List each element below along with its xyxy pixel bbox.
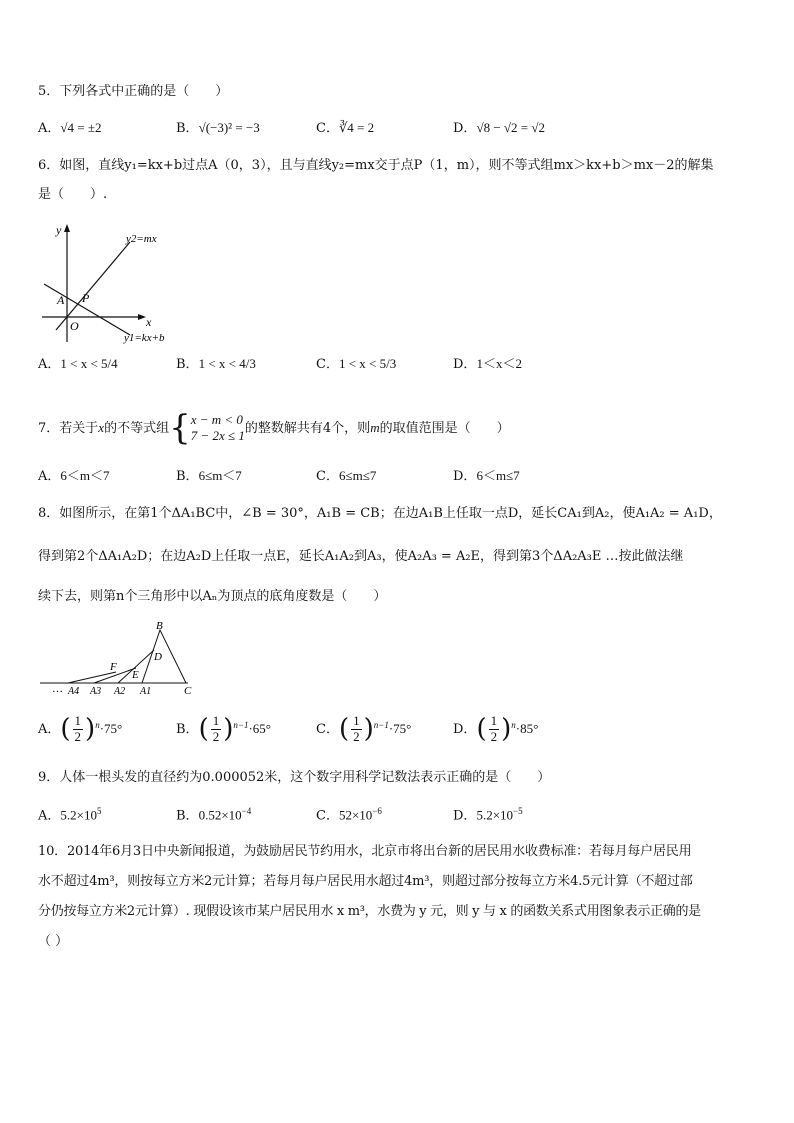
- q7-system: [191, 412, 245, 446]
- q8-line1: 8．如图所示，在第1个ΔA₁BC中，∠B = 30°，A₁B = CB；在边A₁B上任取一点D，延长CA₁到A₂，使A₁A₂ = A₁D，: [38, 506, 722, 521]
- q6-x-axis-arrow-icon: [138, 314, 146, 320]
- q7-stem-prefix: 7．若关于: [38, 420, 99, 436]
- q8-line3: 续下去，则第n个三角形中以Aₙ为顶点的底角度数是（ ）: [38, 589, 387, 604]
- q9-stem: 9．人体一根头发的直径约为0.000052米，这个数字用科学记数法表示正确的是（ ）: [38, 770, 551, 785]
- q5-option-b-label: B．: [176, 121, 199, 136]
- q9-option-c-label: C．: [316, 808, 339, 824]
- q7-option-b-expr: 6≤m＜7: [198, 468, 242, 483]
- q6-label-x: x: [146, 315, 152, 329]
- q8-label-b: B: [156, 620, 163, 632]
- q6-label-o: O: [70, 319, 79, 333]
- q8-option-d: D．( $\frac{1}{2}$ )$^n$·85°: [453, 713, 539, 745]
- q5-option-d-label: D．: [453, 121, 477, 136]
- q8-option-a-deg: ·75°: [99, 721, 123, 737]
- q6-option-b: [176, 356, 256, 373]
- q7-option-a-label: A．: [38, 469, 61, 484]
- q7-option-b-label: B．: [176, 469, 199, 484]
- q9-option-b-label: B．: [176, 808, 199, 824]
- q8-label-a3: A3: [90, 686, 102, 697]
- q7-stem-suffix: 的整数解共有4个，则: [244, 420, 371, 436]
- q8-option-a-exp: n: [95, 719, 100, 730]
- q5-option-c: [316, 120, 374, 137]
- q7-ineq2: 7 − 2x ≤ 1: [190, 428, 245, 444]
- q6-option-d-expr: 1＜x＜2: [476, 356, 522, 371]
- q6-option-c-expr: 1 < x < 5/3: [338, 356, 397, 371]
- q8-option-b-label: B．: [176, 722, 199, 738]
- q7-option-c-label: C．: [316, 469, 339, 484]
- q9-option-a: [38, 806, 101, 824]
- q9-option-a-exp: 5: [96, 806, 102, 816]
- q5-option-a-expr: √4 = ±2: [60, 120, 102, 135]
- q9-option-b-base: 0.52×10: [198, 807, 242, 823]
- q7-option-d-expr: 6＜m≤7: [476, 468, 520, 483]
- q5-option-a-label: A．: [38, 121, 61, 136]
- q9-option-a-base: 5.2×10: [60, 807, 97, 823]
- q9-option-c-exp: −6: [372, 806, 382, 816]
- q8-option-d-deg: ·85°: [515, 721, 539, 737]
- q5-option-b: [176, 120, 260, 137]
- q6-option-a-expr: 1 < x < 5/4: [60, 356, 118, 371]
- q6-stem-line1: 6．如图，直线y₁=kx+b过点A（0，3），且与直线y₂=mx交于点P（1，m），则不等式组mx＞kx+b＞mx－2的解集: [38, 158, 714, 173]
- q9-option-c-base: 52×10: [338, 807, 373, 823]
- q8-label-c: C: [184, 685, 192, 697]
- q6-option-c: [316, 356, 396, 373]
- q10-line3: 分仍按每立方米2元计算）. 现假设该市某户居民用水 x m³，水费为 y 元，则 y 与 x 的函数关系式用图象表示正确的是: [38, 904, 701, 919]
- q8-label-dots: …: [52, 683, 63, 695]
- q8-label-d: D: [154, 651, 162, 663]
- q6-option-d: [453, 356, 522, 373]
- q6-option-d-label: D．: [453, 357, 477, 372]
- q7-stem-end: 的取值范围是（ ）: [379, 420, 510, 436]
- q8-figure: [38, 618, 198, 698]
- q8-label-a1: A1: [140, 686, 152, 697]
- q8-label-f: F: [110, 661, 117, 673]
- q9-option-c: [316, 806, 382, 824]
- q8-label-a4: A4: [68, 686, 80, 697]
- q6-option-b-expr: 1 < x < 4/3: [198, 356, 256, 371]
- q6-label-y2: y2=mx: [126, 233, 157, 245]
- q7-var-m: m: [370, 419, 380, 435]
- q6-option-a-label: A．: [38, 357, 61, 372]
- q7-stem: [38, 408, 510, 449]
- q7-stem-mid: 的不等式组: [104, 420, 170, 436]
- q6-option-a: [38, 356, 118, 373]
- q8-option-d-exp: n: [511, 719, 516, 730]
- q5-option-b-expr: √(−3)² = −3: [198, 120, 260, 135]
- q8-label-e: E: [132, 669, 139, 681]
- q7-option-a-expr: 6＜m＜7: [60, 468, 110, 483]
- q8-option-b-exp: n−1: [233, 719, 249, 730]
- q8-option-c-label: C．: [316, 722, 339, 738]
- q6-y-axis-arrow-icon: [64, 224, 70, 232]
- q8-triangle-1: [142, 630, 186, 683]
- q8-line2: 得到第2个ΔA₁A₂D；在边A₂D上任取一点E，延长A₁A₂到A₃，使A₂A₃ = A₂E，得到第3个ΔA₂A₃E …按此做法继: [38, 549, 684, 564]
- q8-option-c-exp: n−1: [373, 719, 389, 730]
- q6-label-a: A: [57, 293, 65, 307]
- q9-option-d: [453, 806, 523, 824]
- q6-option-c-label: C．: [316, 357, 339, 372]
- q9-option-b-exp: −4: [241, 806, 252, 816]
- q5-option-d: [453, 120, 545, 137]
- q9-option-a-label: A．: [38, 808, 61, 824]
- q8-option-d-label: D．: [453, 722, 477, 738]
- q10-line1: 10．2014年6月3日中央新闻报道，为鼓励居民节约用水，北京市将出台新的居民用水收费标准：若每月每户居民用: [38, 844, 692, 859]
- q8-option-b-deg: ·65°: [248, 721, 271, 737]
- q5-option-c-label: C．: [316, 121, 339, 136]
- q6-label-p: P: [82, 291, 90, 305]
- q9-option-d-label: D．: [453, 808, 477, 824]
- q8-option-b: B．( $\frac{1}{2}$ )$^{n-1}$·65°: [176, 713, 271, 745]
- q8-option-c-deg: ·75°: [388, 721, 412, 737]
- q7-option-d: [453, 468, 520, 485]
- q6-option-b-label: B．: [176, 357, 199, 372]
- q10-line2: 水不超过4m³，则按每立方米2元计算；若每月每户居民用水超过4m³，则超过部分按每立方米4.5元计算（不超过部: [38, 874, 693, 889]
- q8-label-a2: A2: [114, 686, 126, 697]
- q6-figure: [38, 220, 188, 348]
- q8-option-a-label: A．: [38, 722, 61, 738]
- q5-stem: 5．下列各式中正确的是（ ）: [38, 84, 229, 99]
- q10-line4: （ ）: [38, 934, 69, 949]
- q7-ineq1: x − m < 0: [190, 411, 243, 427]
- q8-option-a: A．( $\frac{1}{2}$ )$^n$·75°: [38, 713, 123, 745]
- q7-brace: {: [169, 408, 191, 448]
- q6-stem-line2: 是（ ）.: [38, 187, 108, 202]
- q7-option-c: [316, 468, 376, 485]
- q9-option-d-base: 5.2×10: [476, 807, 514, 823]
- q9-option-b: [176, 806, 251, 824]
- q7-option-c-expr: 6≤m≤7: [338, 468, 377, 483]
- q7-var-x: x: [98, 419, 105, 435]
- q5-option-c-expr: ∛4 = 2: [338, 120, 375, 135]
- q9-option-d-exp: −5: [513, 806, 523, 816]
- q8-option-c: C．( $\frac{1}{2}$ )$^{n-1}$·75°: [316, 713, 412, 745]
- q7-option-a: [38, 468, 110, 485]
- q5-option-d-expr: √8 − √2 = √2: [476, 120, 546, 135]
- q6-label-y1: y1=kx+b: [124, 332, 165, 344]
- q7-option-d-label: D．: [453, 469, 477, 484]
- q7-option-b: [176, 468, 242, 485]
- q6-label-y: y: [56, 223, 62, 237]
- q5-option-a: [38, 120, 102, 137]
